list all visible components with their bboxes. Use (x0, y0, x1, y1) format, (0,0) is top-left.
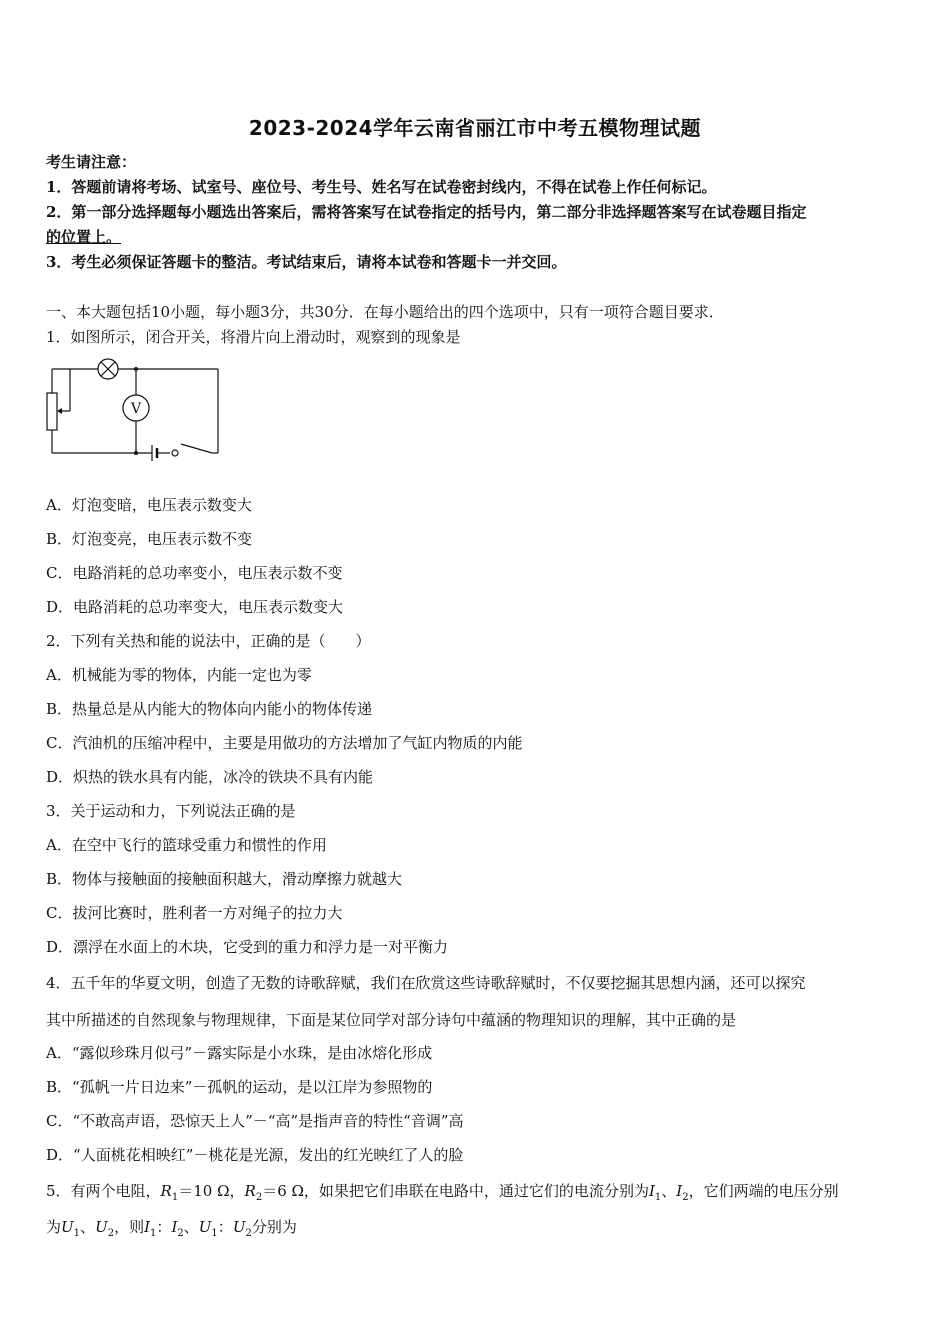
option: A．灯泡变暗，电压表示数变大 (46, 496, 252, 514)
option: B．灯泡变亮，电压表示数不变 (46, 530, 253, 548)
question-1-stem: 1．如图所示，闭合开关，将滑片向上滑动时，观察到的现象是 (46, 328, 461, 346)
option: C．“不敢高声语，恐惊天上人”－“高”是指声音的特性“音调”高 (46, 1112, 464, 1130)
option: D．电路消耗的总功率变大，电压表示数变大 (46, 598, 344, 616)
question-5-stem: 为$U_1$、$U_2$，则$I_1$：$I_2$、$U_1$：$U_2$分别为 (46, 1218, 297, 1239)
option: C．汽油机的压缩冲程中，主要是用做功的方法增加了气缸内物质的内能 (46, 734, 523, 752)
question-4-stem: 4．五千年的华夏文明，创造了无数的诗歌辞赋，我们在欣赏这些诗歌辞赋时，不仅要挖掘其思想内涵，还可以探究 (46, 974, 806, 992)
notice-item: 的位置上。 (46, 228, 122, 246)
section-header: 一、本大题包括10小题，每小题3分，共30分．在每小题给出的四个选项中，只有一项符合题目要求． (46, 303, 724, 321)
option: C．拔河比赛时，胜利者一方对绳子的拉力大 (46, 904, 343, 922)
option: D．漂浮在水面上的木块，它受到的重力和浮力是一对平衡力 (46, 938, 449, 956)
question-3-stem: 3．关于运动和力，下列说法正确的是 (46, 802, 296, 820)
notice-heading: 考生请注意： (46, 153, 137, 171)
option: A．在空中飞行的篮球受重力和惯性的作用 (46, 836, 327, 854)
notice-item: 2．第一部分选择题每小题选出答案后，需将答案写在试卷指定的括号内，第二部分非选择题答案写在试卷题目指定 (46, 203, 807, 221)
option: C．电路消耗的总功率变小，电压表示数不变 (46, 564, 343, 582)
question-5-stem: 5．有两个电阻，$R_1=10$ Ω，$R_2=6$ Ω，如果把它们串联在电路中，通过它们的电流分别为$I_1$、$I_2$，它们两端的电压分别 (46, 1182, 839, 1203)
option: D．炽热的铁水具有内能，冰冷的铁块不具有内能 (46, 768, 374, 786)
notice-item: 3．考生必须保证答题卡的整洁。考试结束后，请将本试卷和答题卡一并交回。 (46, 253, 567, 271)
exam-title: 2023-2024学年云南省丽江市中考五模物理试题 (248, 116, 702, 140)
question-2-stem: 2．下列有关热和能的说法中，正确的是（ ） (46, 632, 371, 650)
question-4-stem: 其中所描述的自然现象与物理规律，下面是某位同学对部分诗句中蕴涵的物理知识的理解，其中正确的是 (46, 1011, 737, 1029)
option: B．“孤帆一片日边来”－孤帆的运动，是以江岸为参照物的 (46, 1078, 433, 1096)
voltmeter-label: V (130, 401, 142, 417)
option: A．机械能为零的物体，内能一定也为零 (46, 666, 312, 684)
option: B．热量总是从内能大的物体向内能小的物体传递 (46, 700, 373, 718)
option: B．物体与接触面的接触面积越大，滑动摩擦力就越大 (46, 870, 403, 888)
option: A．“露似珍珠月似弓”－露实际是小水珠，是由冰熔化形成 (46, 1044, 433, 1062)
option: D．“人面桃花相映红”－桃花是光源，发出的红光映红了人的脸 (46, 1146, 464, 1164)
notice-item: 1．答题前请将考场、试室号、座位号、考生号、姓名写在试卷密封线内，不得在试卷上作任何标记。 (46, 178, 717, 196)
circuit-diagram (40, 355, 230, 470)
